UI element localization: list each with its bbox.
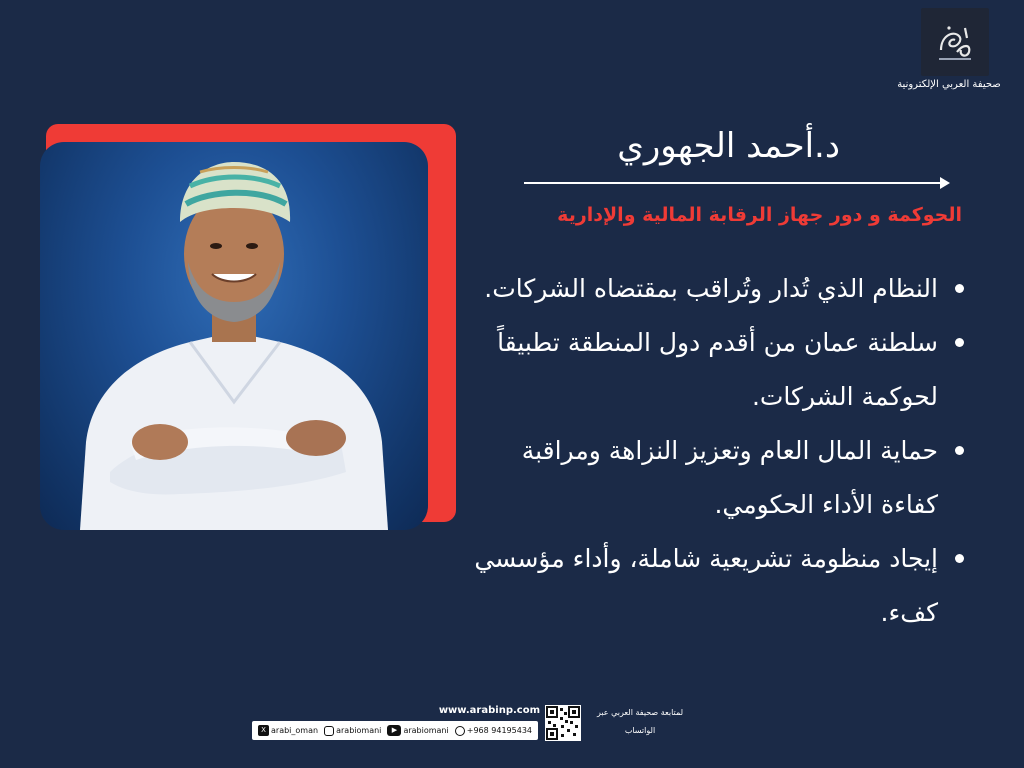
- instagram-icon: [324, 726, 334, 736]
- title-divider: [524, 182, 944, 184]
- x-icon: X: [258, 725, 269, 736]
- whatsapp-note: لمتابعة صحيفة العربي عبر الواتساب: [596, 708, 684, 735]
- bullet-item: إيجاد منظومة تشريعية شاملة، وأداء مؤسسي كفء.: [470, 532, 968, 640]
- bullet-item: سلطنة عمان من أقدم دول المنطقة تطبيقاً لحوكمة الشركات.: [470, 316, 968, 424]
- qr-code-icon[interactable]: [545, 705, 581, 741]
- instagram-link[interactable]: arabiomani: [324, 726, 381, 736]
- bullet-dot-icon: [955, 554, 964, 563]
- whatsapp-link[interactable]: +968 94195434: [455, 726, 532, 736]
- bullet-item: حماية المال العام وتعزيز النزاهة ومراقبة كفاءة الأداء الحكومي.: [470, 424, 968, 532]
- bullet-dot-icon: [955, 284, 964, 293]
- x-link[interactable]: X arabi_oman: [258, 725, 318, 736]
- bullet-list: [470, 262, 968, 640]
- article-subtitle: الحوكمة و دور جهاز الرقابة المالية والإدارية: [557, 204, 962, 226]
- bullet-dot-icon: [955, 338, 964, 347]
- author-photo: [40, 142, 428, 530]
- arrow-right-icon: [940, 177, 950, 189]
- logo-caption: صحيفة العربي الإلكترونية: [897, 79, 1001, 90]
- bullet-item: النظام الذي تُدار وتُراقب بمقتضاه الشركات.: [470, 262, 968, 316]
- logo-icon: [921, 8, 989, 76]
- site-url-link[interactable]: www.arabinp.com: [438, 705, 540, 716]
- social-bar: [252, 721, 538, 740]
- bullet-dot-icon: [955, 446, 964, 455]
- author-name: د.أحمد الجهوري: [617, 126, 840, 166]
- youtube-icon: ▶: [387, 725, 401, 736]
- whatsapp-icon: [455, 726, 465, 736]
- youtube-link[interactable]: ▶ arabiomani: [387, 725, 448, 736]
